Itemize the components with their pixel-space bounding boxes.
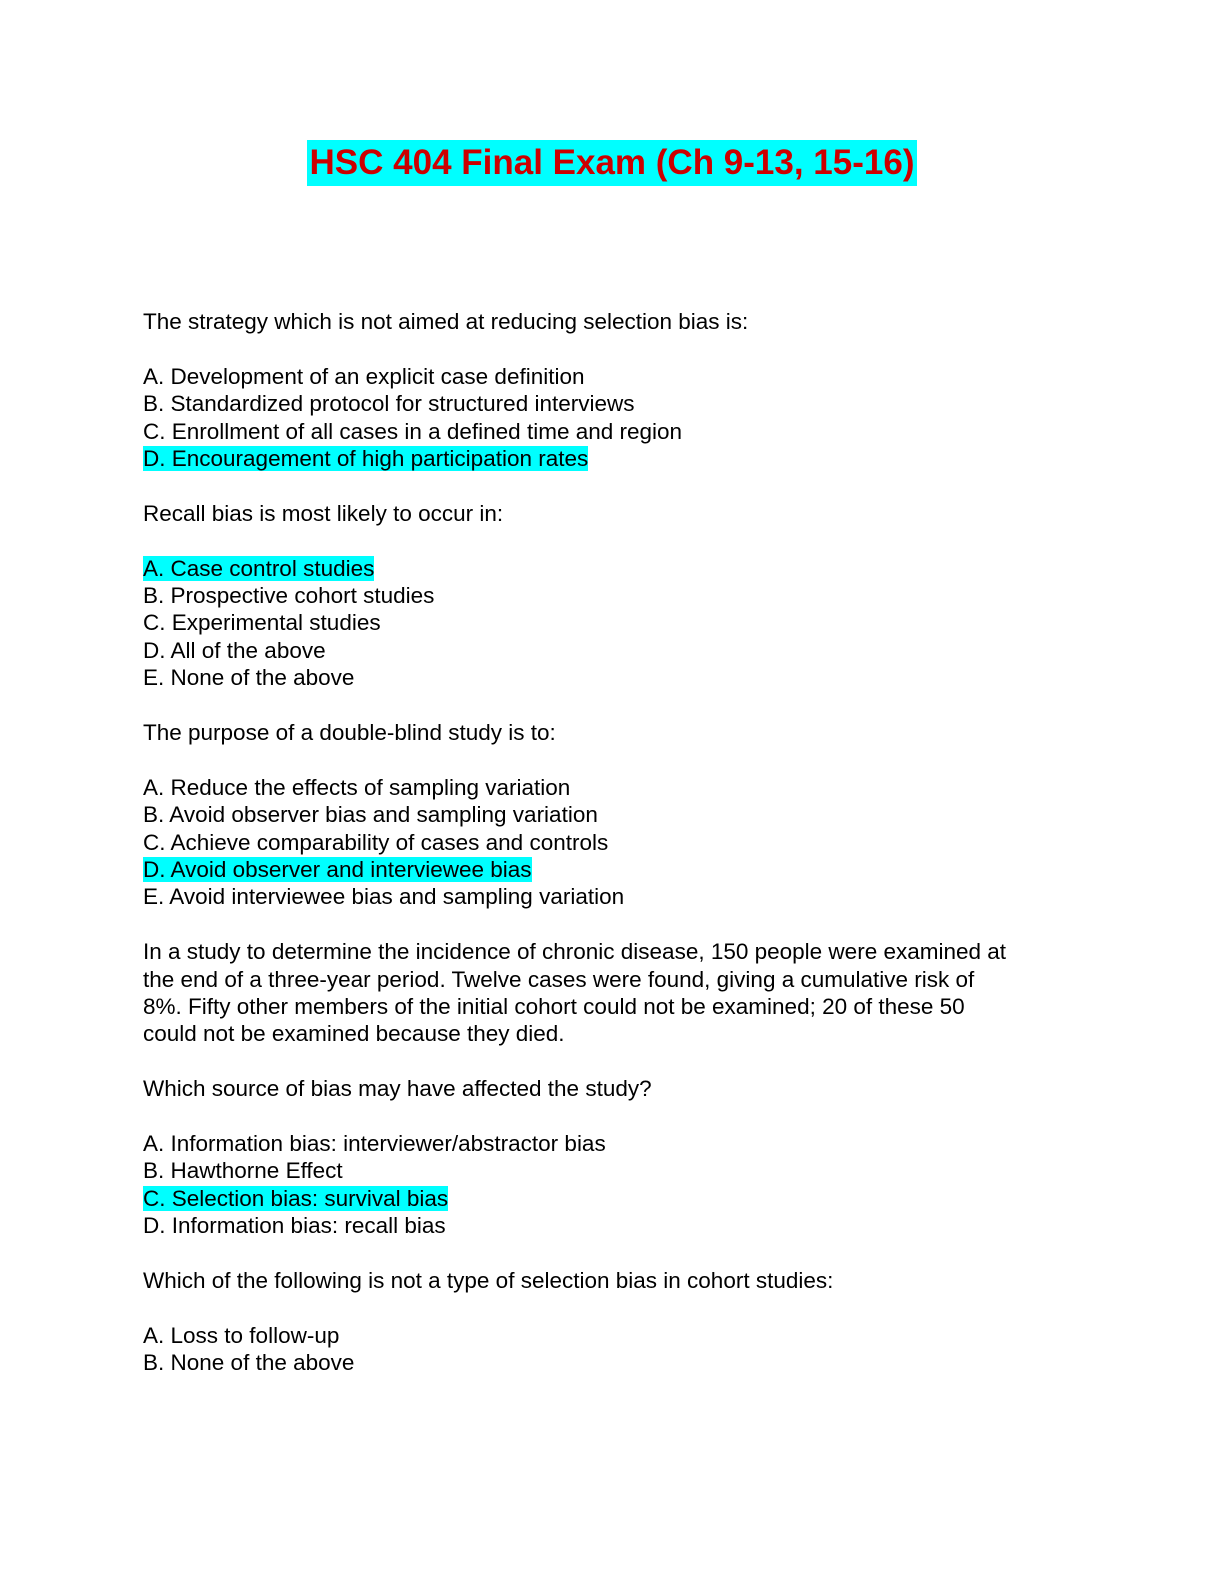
answer-option-highlighted	[143, 1185, 1083, 1212]
answer-option: C. Experimental studies	[143, 610, 381, 636]
answer-option: D. All of the above	[143, 637, 326, 663]
answer-option: B. Standardized protocol for structured interviews	[143, 391, 635, 417]
question-2	[143, 500, 1083, 692]
answer-option-highlighted	[143, 856, 1083, 883]
question-stem: Which source of bias may have affected the study?	[143, 1076, 652, 1102]
answer-option: B. Avoid observer bias and sampling variation	[143, 802, 598, 828]
question-stem: The purpose of a double-blind study is to:	[143, 720, 556, 746]
question-stem: Recall bias is most likely to occur in:	[143, 500, 504, 526]
scenario-text: 8%. Fifty other members of the initial cohort could not be examined; 20 of these 50	[143, 994, 965, 1020]
question-stem: The strategy which is not aimed at reducing selection bias is:	[143, 309, 749, 334]
answer-option: A. Reduce the effects of sampling variation	[143, 774, 571, 800]
answer-option: A. Information bias: interviewer/abstractor bias	[143, 1131, 606, 1157]
scenario-text: In a study to determine the incidence of chronic disease, 150 people were examined at	[143, 939, 1007, 965]
answer-option: B. Prospective cohort studies	[143, 583, 435, 609]
answer-option-highlighted	[143, 445, 1083, 472]
question-5	[143, 1267, 1083, 1377]
answer-option: C. Enrollment of all cases in a defined time and region	[143, 418, 683, 444]
answer-option: E. Avoid interviewee bias and sampling variation	[143, 884, 625, 910]
answer-option: E. None of the above	[143, 665, 355, 691]
page-title: HSC 404 Final Exam (Ch 9-13, 15-16)	[307, 140, 918, 186]
answer-option-highlighted	[143, 555, 1083, 582]
highlighted-answer: C. Selection bias: survival bias	[143, 1185, 449, 1211]
question-3	[143, 719, 1083, 911]
scenario-text: could not be examined because they died.	[143, 1021, 565, 1047]
question-4	[143, 938, 1083, 1239]
highlighted-answer: D. Avoid observer and interviewee bias	[143, 857, 532, 883]
answer-option: B. Hawthorne Effect	[143, 1158, 343, 1184]
answer-option: A. Development of an explicit case definition	[143, 363, 585, 389]
title-wrap	[0, 140, 1224, 186]
highlighted-answer: D. Encouragement of high participation rates	[143, 446, 589, 472]
answer-option: D. Information bias: recall bias	[143, 1213, 446, 1239]
question-stem: Which of the following is not a type of selection bias in cohort studies:	[143, 1268, 834, 1294]
highlighted-answer: A. Case control studies	[143, 555, 375, 581]
answer-option: C. Achieve comparability of cases and controls	[143, 829, 609, 855]
answer-option: A. Loss to follow-up	[143, 1322, 340, 1348]
question-1	[143, 308, 1083, 472]
scenario-text: the end of a three-year period. Twelve cases were found, giving a cumulative risk of	[143, 966, 975, 992]
exam-content	[143, 308, 1083, 1377]
answer-option: B. None of the above	[143, 1350, 355, 1376]
